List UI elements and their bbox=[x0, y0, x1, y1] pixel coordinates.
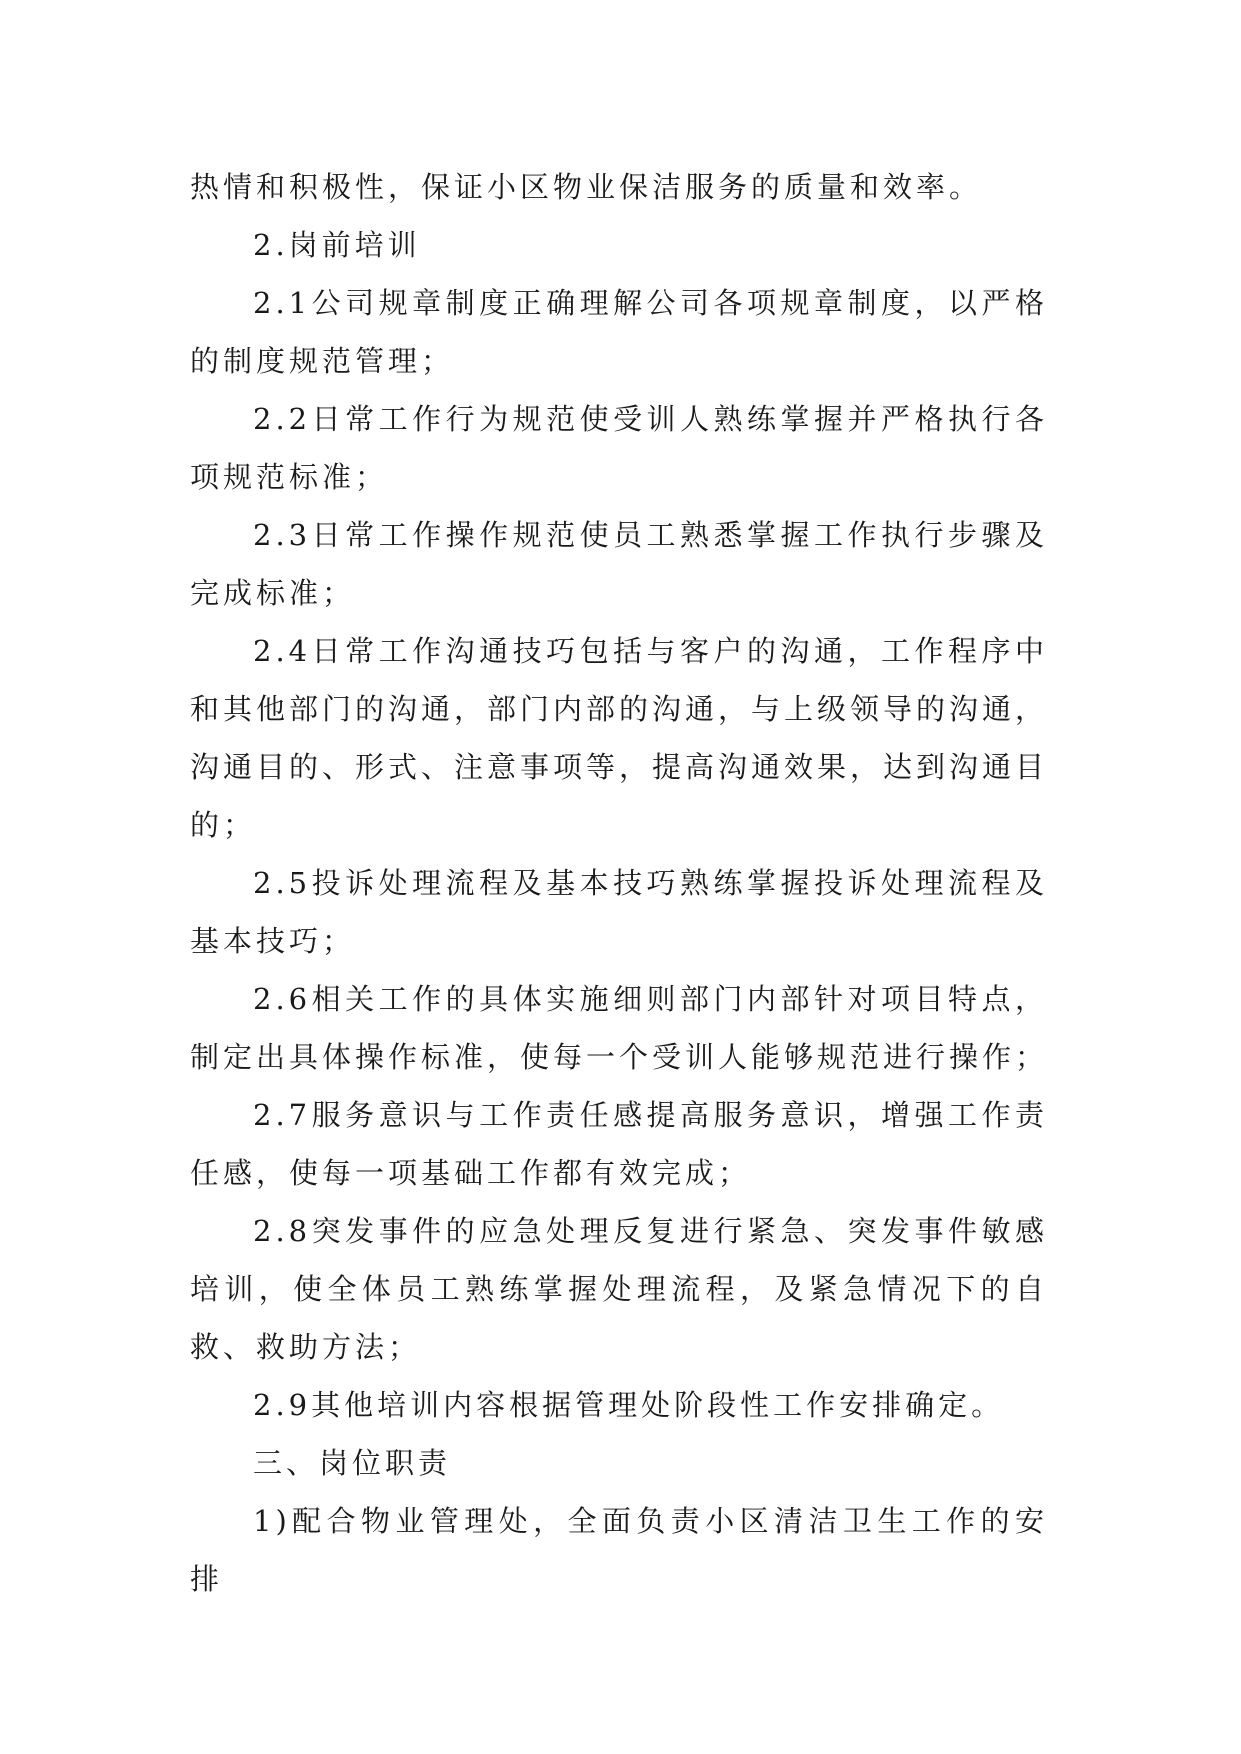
section-heading-pre-job-training: 2.岗前培训 bbox=[253, 228, 421, 262]
list-item-2-2: 2.2日常工作行为规范使受训人熟练掌握并严格执行各项规范标准； bbox=[190, 402, 1048, 494]
document-body bbox=[190, 158, 1048, 1608]
list-item-2-6: 2.6相关工作的具体实施细则部门内部针对项目特点，制定出具体操作标准，使每一个受训人能够规范进行操作； bbox=[190, 982, 1049, 1074]
list-item-2-7: 2.7服务意识与工作责任感提高服务意识，增强工作责任感，使每一项基础工作都有效完成； bbox=[190, 1098, 1048, 1190]
section-heading-job-duties: 三、岗位职责 bbox=[253, 1446, 452, 1480]
list-item-2-8: 2.8突发事件的应急处理反复进行紧急、突发事件敏感培训，使全体员工熟练掌握处理流程，及紧急情况下的自救、救助方法； bbox=[190, 1214, 1048, 1364]
paragraph-continuation: 热情和积极性，保证小区物业保洁服务的质量和效率。 bbox=[190, 170, 983, 204]
list-item-2-5: 2.5投诉处理流程及基本技巧熟练掌握投诉处理流程及基本技巧； bbox=[190, 866, 1048, 958]
duty-item-1: 1)配合物业管理处，全面负责小区清洁卫生工作的安排 bbox=[190, 1504, 1048, 1596]
list-item-2-3: 2.3日常工作操作规范使员工熟悉掌握工作执行步骤及完成标准； bbox=[190, 518, 1048, 610]
list-item-2-1: 2.1公司规章制度正确理解公司各项规章制度，以严格的制度规范管理； bbox=[190, 286, 1048, 378]
list-item-2-9: 2.9其他培训内容根据管理处阶段性工作安排确定。 bbox=[253, 1388, 1005, 1422]
list-item-2-4: 2.4日常工作沟通技巧包括与客户的沟通，工作程序中和其他部门的沟通，部门内部的沟通，与上级领导的沟通，沟通目的、形式、注意事项等，提高沟通效果，达到沟通目的； bbox=[190, 634, 1049, 842]
